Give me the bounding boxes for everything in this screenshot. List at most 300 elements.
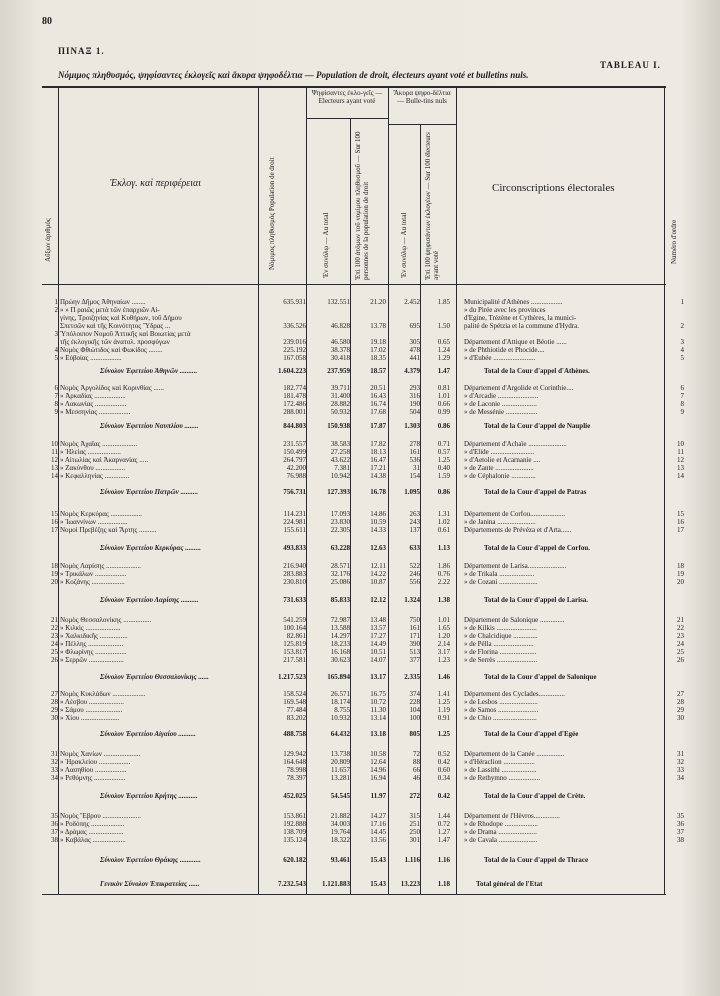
row-voters-percent: 16.78 [370, 488, 386, 496]
row-voters-total: 19.764 [330, 828, 350, 836]
row-voters-percent: 12.63 [370, 544, 386, 552]
row-population: 1.604.223 [278, 367, 306, 375]
row-region-greek: Νομὸς Φθιώτιδος καὶ Φωκίδος ........ [60, 346, 163, 354]
row-nulls-percent: 1.01 [437, 616, 450, 624]
row-order-number: 7 [680, 392, 684, 400]
row-population: 181.478 [283, 392, 306, 400]
row-serial: 4 [54, 346, 58, 354]
row-population: 844.803 [283, 422, 306, 430]
row-nulls-percent: 1.18 [437, 880, 450, 888]
row-voters-percent: 20.51 [370, 384, 386, 392]
row-region-french: » de Rethymno .................. [464, 774, 541, 782]
row-voters-total: 18.322 [330, 836, 350, 844]
row-region-french: » de Zante ...................... [464, 464, 534, 472]
row-nulls-total: 556 [409, 578, 420, 586]
row-population: 114.231 [283, 510, 306, 518]
row-voters-percent: 10.58 [370, 750, 386, 758]
row-nulls-percent: 0.66 [437, 400, 450, 408]
row-population: 192.888 [283, 820, 306, 828]
row-population: 100.164 [283, 624, 306, 632]
row-region-french: » de Chalcidique .............. [464, 632, 538, 640]
row-voters-percent: 16.74 [370, 400, 386, 408]
column-divider [58, 88, 59, 894]
row-population: 239.016 [283, 338, 306, 346]
row-voters-percent: 14.96 [370, 766, 386, 774]
row-population: 230.810 [283, 578, 306, 586]
row-order-number: 5 [680, 354, 684, 362]
row-order-number: 33 [677, 766, 684, 774]
row-voters-percent: 14.33 [370, 526, 386, 534]
row-serial: 26 [51, 656, 58, 664]
row-serial: 9 [54, 408, 58, 416]
row-population: 1.217.523 [278, 673, 306, 681]
row-population: 78.397 [286, 774, 306, 782]
column-divider [350, 118, 351, 894]
row-order-number: 25 [677, 648, 684, 656]
row-nulls-total: 513 [409, 648, 420, 656]
row-region-greek: Σπετσῶν καὶ τῆς Κοινότητος Ὕδρας ... [60, 322, 171, 330]
row-serial: 31 [51, 750, 58, 758]
row-nulls-percent: 1.65 [437, 624, 450, 632]
row-voters-percent: 15.43 [370, 880, 386, 888]
row-population: 158.524 [283, 690, 306, 698]
row-order-number: 3 [680, 338, 684, 346]
row-order-number: 1 [680, 298, 684, 306]
row-nulls-total: 522 [409, 562, 420, 570]
row-region-greek: » Φλωρίνης .................. [60, 648, 127, 656]
row-serial: 15 [51, 510, 58, 518]
row-population: 182.774 [283, 384, 306, 392]
row-region-french: Département des Cyclades............... [464, 690, 565, 698]
row-population: 288.001 [283, 408, 306, 416]
row-region-greek: Γενικὸν Σύνολον Ἐπικρατείας ...... [100, 880, 200, 888]
row-region-french: Département d'Argolide et Corinthie.... [464, 384, 574, 392]
row-order-number: 9 [680, 408, 684, 416]
row-voters-total: 16.168 [330, 648, 350, 656]
row-nulls-percent: 1.47 [437, 367, 450, 375]
row-order-number: 26 [677, 656, 684, 664]
row-region-french: Total général de l'Etat [476, 880, 543, 888]
row-voters-total: 50.932 [330, 408, 350, 416]
row-population: 541.259 [283, 616, 306, 624]
row-order-number: 14 [677, 472, 684, 480]
row-nulls-percent: 1.01 [437, 392, 450, 400]
row-population: 216.940 [283, 562, 306, 570]
row-region-french: » de Lassithi .................... [464, 766, 537, 774]
row-region-french: Total de la Cour d'appel d'Egée [484, 730, 579, 738]
row-order-number: 19 [677, 570, 684, 578]
row-region-greek: Νομὸς Ἕβρου ...................... [60, 812, 141, 820]
row-region-greek: » Ζακύνθου ................. [60, 464, 126, 472]
row-serial: 34 [51, 774, 58, 782]
row-nulls-percent: 1.31 [437, 510, 450, 518]
row-region-greek: » Ἠλείας ................... [60, 448, 121, 456]
row-voters-total: 22.305 [330, 526, 350, 534]
row-region-greek: » Δράμας .................... [60, 828, 124, 836]
row-nulls-percent: 0.91 [437, 714, 450, 722]
row-voters-total: 39.711 [331, 384, 350, 392]
row-nulls-percent: 0.61 [437, 526, 450, 534]
row-voters-percent: 17.16 [370, 820, 386, 828]
row-serial: 24 [51, 640, 58, 648]
row-region-greek: Πρώην Δῆμος Ἀθηναίων ........ [60, 298, 146, 306]
row-nulls-percent: 0.40 [437, 464, 450, 472]
row-nulls-total: 246 [409, 570, 420, 578]
row-order-number: 21 [677, 616, 684, 624]
page-number: 80 [42, 16, 52, 27]
row-voters-percent: 12.11 [370, 562, 386, 570]
row-nulls-percent: 0.34 [437, 774, 450, 782]
row-region-french: » de Chio ......................... [464, 714, 537, 722]
row-nulls-total: 228 [409, 698, 420, 706]
row-region-greek: Σύνολον Ἐφετείου Θράκης ............ [100, 856, 201, 864]
row-region-french: Département de l'Hèvros............... [464, 812, 560, 820]
row-nulls-total: 272 [409, 792, 420, 800]
row-region-greek: Σύνολον Ἐφετείου Πατρῶν .......... [100, 488, 199, 496]
row-population: 76.988 [286, 472, 306, 480]
row-nulls-percent: 1.86 [437, 562, 450, 570]
row-serial: 20 [51, 578, 58, 586]
row-voters-total: 127.393 [327, 488, 350, 496]
row-nulls-percent: 0.65 [437, 338, 450, 346]
row-nulls-total: 161 [409, 448, 420, 456]
row-order-number: 2 [680, 322, 684, 330]
row-order-number: 31 [677, 750, 684, 758]
row-population: 150.499 [283, 448, 306, 456]
row-region-greek: Σύνολον Ἐφετείου Ἀθηνῶν .......... [100, 367, 198, 375]
row-region-french: » d'Arcadie ....................... [464, 392, 539, 400]
row-serial: 19 [51, 570, 58, 578]
row-voters-total: 10.932 [330, 714, 350, 722]
row-nulls-percent: 1.25 [437, 456, 450, 464]
row-region-french: Total de la Cour d'appel de Larisa. [484, 596, 589, 604]
row-serial: 21 [51, 616, 58, 624]
header-regions-greek: Ἐκλογ. καὶ περιφέρειαι [110, 178, 202, 189]
row-voters-total: 31.400 [330, 392, 350, 400]
row-voters-total: 23.830 [330, 518, 350, 526]
row-nulls-total: 278 [409, 440, 420, 448]
row-nulls-total: 1.095 [404, 488, 420, 496]
row-region-french: » de Céphalonie .............. [464, 472, 536, 480]
row-nulls-total: 72 [413, 750, 420, 758]
row-nulls-percent: 1.46 [437, 673, 450, 681]
row-nulls-total: 316 [409, 392, 420, 400]
row-region-french: » de Lesbos ...................... [464, 698, 538, 706]
row-voters-total: 30.418 [330, 354, 350, 362]
row-region-greek: Σύνολον Ἐφετείου Αἰγαίου .......... [100, 730, 196, 738]
row-voters-percent: 16.43 [370, 392, 386, 400]
row-voters-total: 28.571 [330, 562, 350, 570]
row-nulls-percent: 0.86 [437, 422, 450, 430]
row-voters-total: 21.882 [330, 812, 350, 820]
row-region-greek: Νομὸς Λαρίσης .................... [60, 562, 142, 570]
row-region-greek: Νομὸς Κυκλάδων ................... [60, 690, 146, 698]
row-serial: 37 [51, 828, 58, 836]
row-region-greek: » Χαλκιδικῆς ................ [60, 632, 128, 640]
header-voters-percent: Ἐπὶ 100 ἀτόμων τοῦ νομίμου πληθυσμοῦ — Sur 100 personnes de la population de droit [354, 131, 370, 280]
row-order-number: 18 [677, 562, 684, 570]
row-region-greek: τῆς ἐκλογικῆς τῶν ἀνατολ. προσφύγων [60, 338, 170, 346]
row-region-french: » du Pirée avec les provinces [464, 306, 546, 314]
row-nulls-percent: 0.71 [437, 440, 450, 448]
row-voters-percent: 17.21 [370, 464, 386, 472]
row-region-greek: Σύνολον Ἐφετείου Θεσσαλονίκης ...... [100, 673, 209, 681]
header-voters-group: Ψηφίσαντες ἐκλο-γεῖς — Electeurs ayant voté [311, 89, 383, 105]
column-divider [388, 88, 389, 894]
row-serial: 32 [51, 758, 58, 766]
row-order-number: 24 [677, 640, 684, 648]
header-voters-total: Ἐν συνόλῳ — Au total [322, 212, 330, 278]
row-serial: 36 [51, 820, 58, 828]
row-order-number: 8 [680, 400, 684, 408]
row-serial: 38 [51, 836, 58, 844]
row-nulls-total: 1.116 [404, 856, 420, 864]
row-order-number: 17 [677, 526, 684, 534]
row-order-number: 20 [677, 578, 684, 586]
row-order-number: 13 [677, 464, 684, 472]
header-population: Νόμιμος πληθυσμός Population de droit [268, 157, 276, 270]
row-voters-total: 13.738 [330, 750, 350, 758]
row-region-greek: » Εὐβοίας .................. [60, 354, 122, 362]
row-voters-total: 72.987 [330, 616, 350, 624]
row-serial: 33 [51, 766, 58, 774]
row-voters-percent: 18.57 [370, 367, 386, 375]
row-voters-total: 85.833 [330, 596, 350, 604]
row-voters-percent: 11.30 [370, 706, 386, 714]
row-region-french: d'Egine, Trézène et Cythères, la munici- [464, 314, 577, 322]
row-region-greek: » Χίου ...................... [60, 714, 120, 722]
row-serial: 1 [54, 298, 58, 306]
row-population: 164.648 [283, 758, 306, 766]
row-serial: 8 [54, 400, 58, 408]
row-nulls-percent: 0.86 [437, 488, 450, 496]
row-region-greek: » Αἰτωλίας καὶ Ἀκαρνανίας ..... [60, 456, 148, 464]
row-nulls-percent: 2.22 [437, 578, 450, 586]
row-nulls-total: 805 [409, 730, 420, 738]
row-order-number: 28 [677, 698, 684, 706]
row-serial: 7 [54, 392, 58, 400]
row-nulls-percent: 1.25 [437, 698, 450, 706]
row-region-french: Départements de Prévéza et d'Arta...... [464, 526, 572, 534]
row-nulls-total: 154 [409, 472, 420, 480]
row-voters-total: 132.551 [327, 298, 350, 306]
row-nulls-total: 13.223 [400, 880, 420, 888]
row-population: 452.025 [283, 792, 306, 800]
row-region-french: » de Serrès ....................... [464, 656, 538, 664]
row-nulls-percent: 0.72 [437, 820, 450, 828]
row-voters-percent: 16.47 [370, 456, 386, 464]
row-serial: 5 [54, 354, 58, 362]
row-serial: 13 [51, 464, 58, 472]
row-serial: 16 [51, 518, 58, 526]
row-nulls-percent: 0.81 [437, 384, 450, 392]
row-order-number: 23 [677, 632, 684, 640]
row-region-greek: » Ρεθύμνης .................. [60, 774, 126, 782]
row-region-greek: Νομοὶ Πρεβέζης καὶ Ἄρτης .......... [60, 526, 157, 534]
row-region-french: » de Rhodope ................... [464, 820, 538, 828]
row-voters-total: 46.828 [330, 322, 350, 330]
row-population: 125.819 [283, 640, 306, 648]
row-serial: 30 [51, 714, 58, 722]
row-population: 135.124 [283, 836, 306, 844]
row-nulls-total: 137 [409, 526, 420, 534]
row-region-greek: Νομὸς Ἀχαΐας .................... [60, 440, 138, 448]
row-nulls-total: 1.303 [404, 422, 420, 430]
row-voters-percent: 14.27 [370, 812, 386, 820]
row-region-greek: Ὑπόλοιπον Νομοῦ Ἀττικῆς καὶ Βοιωτίας μετὰ [60, 330, 191, 338]
table-subtitle: Νόμιμος πληθυσμός, ψηφίσαντες έκλογεῖς καὶ ἄκυρα ψηφοδέλτια — Population de droit, électeurs ayant voté et bulletins nuls. [58, 70, 529, 80]
row-nulls-total: 161 [409, 624, 420, 632]
row-order-number: 38 [677, 836, 684, 844]
row-voters-percent: 13.57 [370, 624, 386, 632]
row-voters-percent: 17.02 [370, 346, 386, 354]
row-region-french: Total de la Cour d'appel d'Athènes. [484, 367, 590, 375]
row-region-greek: » Κοζάνης ................... [60, 578, 125, 586]
row-region-french: Département d'Attique et Béotie ...... [464, 338, 567, 346]
row-region-french: » de Phthiotide et Phocide.... [464, 346, 545, 354]
row-nulls-total: 695 [409, 322, 420, 330]
row-nulls-percent: 1.25 [437, 730, 450, 738]
row-order-number: 16 [677, 518, 684, 526]
row-nulls-percent: 1.59 [437, 472, 450, 480]
row-region-french: palité de Spétzia et la commune d'Hydra. [464, 322, 579, 330]
row-nulls-total: 390 [409, 640, 420, 648]
row-region-greek: » Κιλκὶς .................... [60, 624, 121, 632]
row-population: 42.200 [286, 464, 306, 472]
row-region-greek: » Τρικάλων .................. [60, 570, 127, 578]
row-nulls-total: 66 [413, 766, 420, 774]
column-divider [420, 124, 421, 894]
table-label-greek: ΠΙΝΑΞ 1. [58, 46, 105, 56]
row-voters-total: 32.176 [330, 570, 350, 578]
row-region-greek: » Ἀρκαδίας .................. [60, 392, 126, 400]
row-nulls-total: 301 [409, 836, 420, 844]
row-region-french: » d'Eubée ........................ [464, 354, 536, 362]
row-serial: 28 [51, 698, 58, 706]
row-order-number: 12 [677, 456, 684, 464]
row-population: 264.797 [283, 456, 306, 464]
row-region-french: » de Kilkis ....................... [464, 624, 537, 632]
row-region-greek: » Ἡρακλείου .................. [60, 758, 131, 766]
row-voters-total: 54.545 [330, 792, 350, 800]
row-region-greek: » Μεσσηνίας .................. [60, 408, 131, 416]
row-voters-total: 26.571 [330, 690, 350, 698]
row-voters-total: 10.942 [330, 472, 350, 480]
row-serial: 2 [54, 306, 58, 314]
row-nulls-percent: 0.60 [437, 766, 450, 774]
row-population: 77.484 [286, 706, 306, 714]
row-population: 224.981 [283, 518, 306, 526]
row-serial: 35 [51, 812, 58, 820]
row-population: 488.758 [283, 730, 306, 738]
row-nulls-total: 31 [413, 464, 420, 472]
row-population: 129.942 [283, 750, 306, 758]
row-voters-percent: 10.51 [370, 648, 386, 656]
group-rule [388, 124, 456, 125]
row-nulls-total: 100 [409, 714, 420, 722]
row-nulls-total: 374 [409, 690, 420, 698]
row-population: 756.731 [283, 488, 306, 496]
row-voters-total: 13.588 [330, 624, 350, 632]
row-region-french: » de Drama ...................... [464, 828, 537, 836]
row-voters-percent: 17.27 [370, 632, 386, 640]
row-nulls-total: 243 [409, 518, 420, 526]
row-order-number: 22 [677, 624, 684, 632]
row-serial: 10 [51, 440, 58, 448]
row-region-greek: » Ἰωαννίνων ................. [60, 518, 128, 526]
row-region-greek: Νομὸς Θεσσαλονίκης ................ [60, 616, 152, 624]
row-voters-percent: 17.87 [370, 422, 386, 430]
row-order-number: 32 [677, 758, 684, 766]
row-serial: 17 [51, 526, 58, 534]
row-serial: 12 [51, 456, 58, 464]
row-region-french: » de Cavala ...................... [464, 836, 538, 844]
row-voters-total: 150.938 [327, 422, 350, 430]
row-nulls-percent: 3.17 [437, 648, 450, 656]
row-population: 138.709 [283, 828, 306, 836]
row-nulls-percent: 1.85 [437, 298, 450, 306]
row-region-french: Total de la Cour d'appel de Patras [484, 488, 587, 496]
row-region-french: Total de la Cour d'appel de Nauplie [484, 422, 591, 430]
row-region-french: Département de la Canée ................ [464, 750, 565, 758]
row-region-greek: Νομὸς Κερκύρας .................. [60, 510, 142, 518]
row-serial: 3 [54, 330, 58, 338]
row-serial: 25 [51, 648, 58, 656]
row-nulls-total: 104 [409, 706, 420, 714]
row-nulls-total: 250 [409, 828, 420, 836]
row-voters-total: 43.622 [330, 456, 350, 464]
row-nulls-percent: 1.41 [437, 690, 450, 698]
row-region-french: Total de la Cour d'appel de Crète. [484, 792, 586, 800]
row-population: 83.202 [286, 714, 306, 722]
row-voters-percent: 18.35 [370, 354, 386, 362]
row-voters-total: 38.378 [330, 346, 350, 354]
row-nulls-percent: 1.44 [437, 812, 450, 820]
row-region-greek: Σύνολον Ἐφετείου Λαρίσης .......... [100, 596, 199, 604]
row-nulls-total: 4.379 [404, 367, 420, 375]
row-voters-percent: 17.82 [370, 440, 386, 448]
row-population: 167.058 [283, 354, 306, 362]
row-voters-total: 1.121.883 [322, 880, 350, 888]
row-region-greek: Σύνολον Ἐφετείου Κερκύρας ......... [100, 544, 202, 552]
row-region-french: Total de la Cour d'appel de Salonique [484, 673, 597, 681]
row-voters-percent: 13.48 [370, 616, 386, 624]
row-region-greek: Νομὸς Ἀργολίδος καὶ Κορινθίας ...... [60, 384, 164, 392]
row-nulls-total: 2.452 [404, 298, 420, 306]
row-nulls-percent: 1.24 [437, 346, 450, 354]
row-region-french: » de Messénie .................. [464, 408, 538, 416]
row-order-number: 36 [677, 820, 684, 828]
row-voters-total: 18.233 [330, 640, 350, 648]
row-serial: 14 [51, 472, 58, 480]
header-top-rule [42, 86, 666, 88]
header-nulls-percent: Ἐπὶ 100 ψηφισάντων ἐκλογέων — Sur 100 électeurs ayant voté [424, 132, 440, 280]
row-region-greek: Σύνολον Ἐφετείου Κρήτης ........... [100, 792, 198, 800]
row-region-greek: » Σερρῶν .................... [60, 656, 124, 664]
row-voters-percent: 13.18 [370, 730, 386, 738]
row-region-greek: Σύνολον Ἐφετείου Ναυπλίου ........ [100, 422, 199, 430]
row-nulls-total: 251 [409, 820, 420, 828]
row-voters-total: 25.086 [330, 578, 350, 586]
row-order-number: 35 [677, 812, 684, 820]
row-voters-percent: 14.86 [370, 510, 386, 518]
row-nulls-total: 88 [413, 758, 420, 766]
header-bottom-rule [42, 284, 666, 285]
row-serial: 27 [51, 690, 58, 698]
row-region-french: Département de Corfou.................... [464, 510, 566, 518]
header-nulls-group: Ἄκυρα ψηφο-δέλτια — Bulle-tins nuls [393, 89, 451, 105]
row-nulls-percent: 0.57 [437, 448, 450, 456]
